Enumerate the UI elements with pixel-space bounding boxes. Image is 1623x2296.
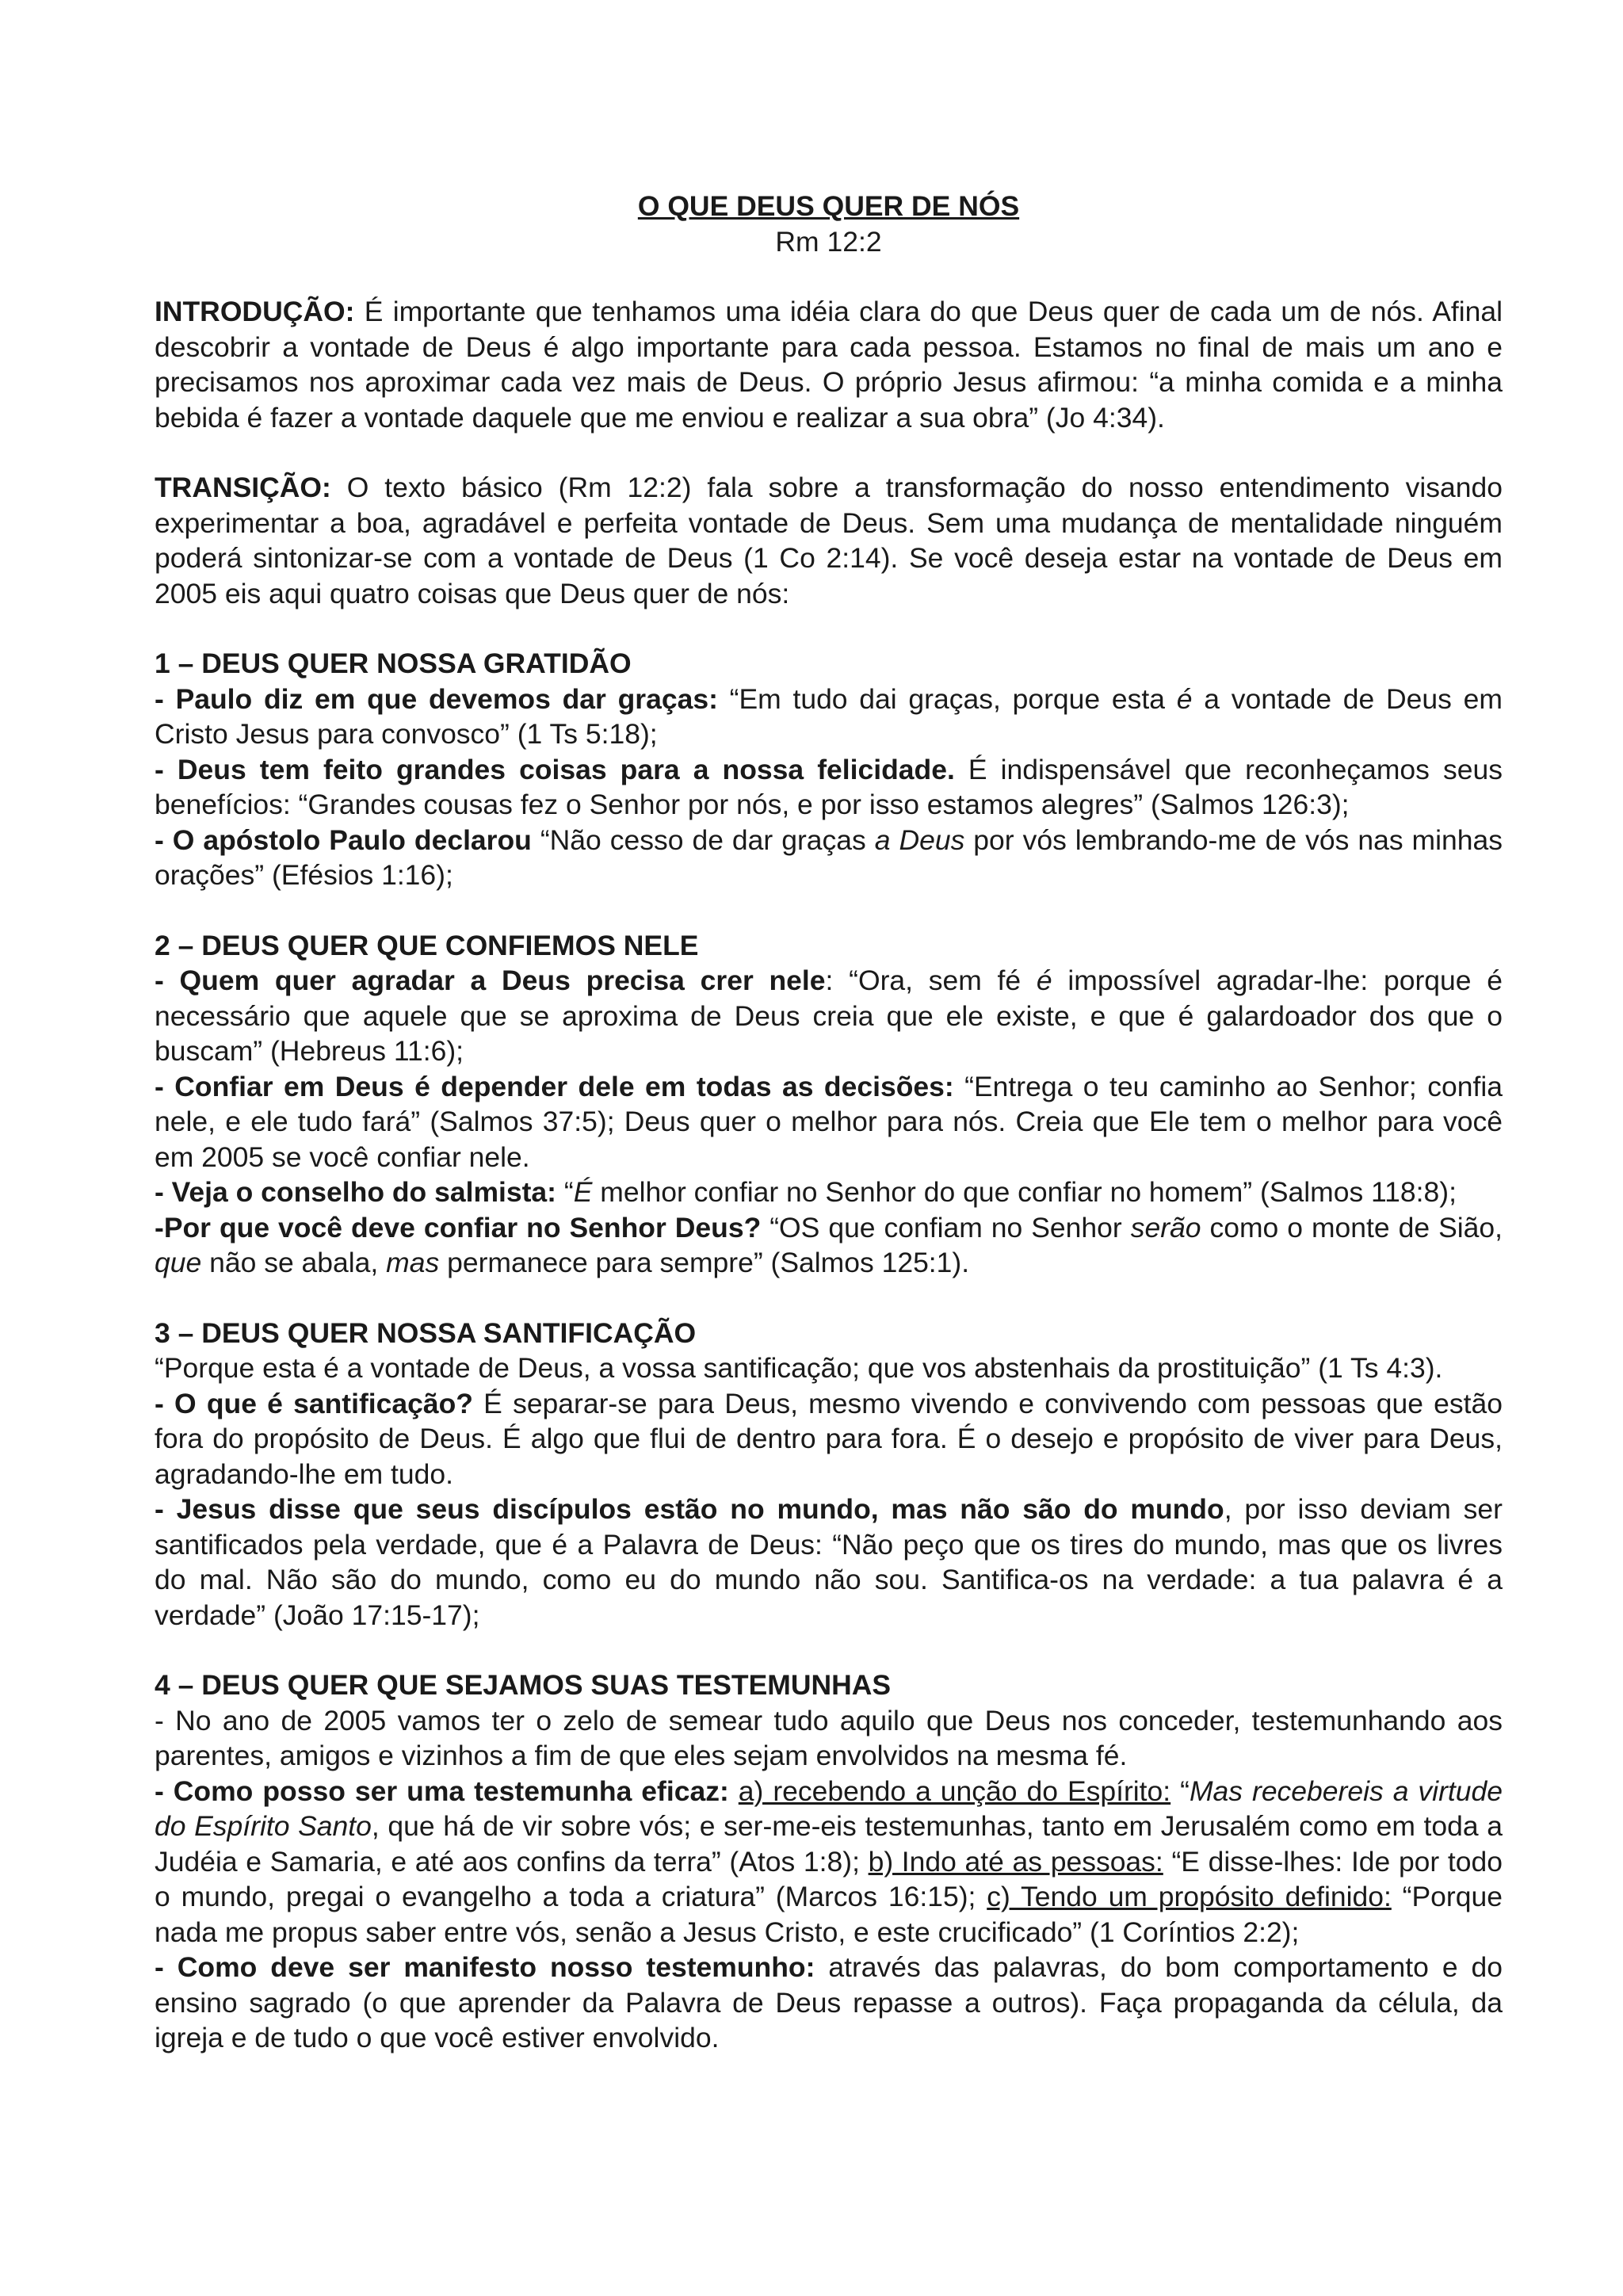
transition-paragraph: TRANSIÇÃO: O texto básico (Rm 12:2) fala sobre a transformação do nosso entendimento visando experimentar a boa, agradável e perfeita vontade de Deus. Sem uma mudança de mentalidade ninguém poderá sintonizar-se com a vontade de Deus (1 Co 2:14). Se você deseja estar na vontade de Deus em 2005 eis aqui quatro coisas que Deus quer de nós: xyxy=(155,472,1503,609)
section-3-point-1: - O que é santificação? É separar-se para Deus, mesmo vivendo e convivendo com pessoas que estão fora do propósito de Deus. É algo que flui de dentro para fora. É o desejo e propósito de viver para Deus, agradando-lhe em tudo. xyxy=(155,1387,1503,1490)
section-2-point-3: - Veja o conselho do salmista: “É melhor confiar no Senhor do que confiar no homem” (Salmos 118:8); xyxy=(155,1176,1457,1208)
section-4-point-1: - Como posso ser uma testemunha eficaz: a) recebendo a unção do Espírito: “Mas recebereis a virtude do Espírito Santo, que há de vir sobre vós; e ser-me-eis testemunhas, tanto em Jerusalém como em toda a Judéia e Samaria, e até aos confins da terra” (Atos 1:8); b) Indo até as pessoas: “E disse-lhes: Ide por todo o mundo, pregai o evangelho a toda a criatura” (Marcos 16:15); c) Tendo um propósito definido: “Porque nada me propus saber entre vós, senão a Jesus Cristo, e este crucificado” (1 Coríntios 2:2); xyxy=(155,1775,1503,1948)
section-1-heading: 1 – DEUS QUER NOSSA GRATIDÃO xyxy=(155,648,632,679)
section-2-heading: 2 – DEUS QUER QUE CONFIEMOS NELE xyxy=(155,929,699,961)
section-3-heading: 3 – DEUS QUER NOSSA SANTIFICAÇÃO xyxy=(155,1316,697,1349)
transition-label: TRANSIÇÃO: xyxy=(155,472,331,503)
section-2-point-4: -Por que você deve confiar no Senhor Deus? “OS que confiam no Senhor serão como o monte de Sião, que não se abala, mas permanece para sempre” (Salmos 125:1). xyxy=(155,1211,1503,1278)
section-4-heading: 4 – DEUS QUER QUE SEJAMOS SUAS TESTEMUNHAS xyxy=(155,1669,892,1701)
section-3-verse: “Porque esta é a vontade de Deus, a vossa santificação; que vos abstenhais da prostituição” (1 Ts 4:3). xyxy=(155,1352,1443,1384)
section-3-point-2: - Jesus disse que seus discípulos estão no mundo, mas não são do mundo, por isso deviam ser santificados pela verdade, que é a Palavra de Deus: “Não peço que os tires do mundo, mas que os livres do mal. Não são do mundo, como eu do mundo não sou. Santifica-os na verdade: a tua palavra é a verdade” (João 17:15-17); xyxy=(155,1493,1503,1631)
section-2-point-1: - Quem quer agradar a Deus precisa crer nele: “Ora, sem fé é impossível agradar-lhe: porque é necessário que aquele que se aproxima de Deus creia que ele existe, e que é galardoador dos que o buscam” (Hebreus 11:6); xyxy=(155,965,1503,1067)
document-subtitle: Rm 12:2 xyxy=(775,225,882,258)
introduction-label: INTRODUÇÃO: xyxy=(155,296,355,327)
introduction-paragraph: INTRODUÇÃO: É importante que tenhamos uma idéia clara do que Deus quer de cada um de nós. Afinal descobrir a vontade de Deus é algo importante para cada pessoa. Estamos no final de mais um ano e precisamos nos aproximar cada vez mais de Deus. O próprio Jesus afirmou: “a minha comida e a minha bebida é fazer a vontade daquele que me enviou e realizar a sua obra” (Jo 4:34). xyxy=(155,296,1503,434)
document-title: O QUE DEUS QUER DE NÓS xyxy=(637,190,1020,222)
section-1-point-1: - Paulo diz em que devemos dar graças: “Em tudo dai graças, porque esta é a vontade de Deus em Cristo Jesus para convosco” (1 Ts 5:18); xyxy=(155,682,1503,750)
section-1-point-2: - Deus tem feito grandes coisas para a nossa felicidade. É indispensável que reconheçamos seus benefícios: “Grandes cousas fez o Senhor por nós, e por isso estamos alegres” (Salmos 126:3); xyxy=(155,753,1503,820)
section-4-point-2: - Como deve ser manifesto nosso testemunho: através das palavras, do bom comportamento e do ensino sagrado (o que aprender da Palavra de Deus repasse a outros). Faça propaganda da célula, da igreja e de tudo o que você estiver envolvido. xyxy=(155,1951,1503,2053)
section-2-point-2: - Confiar em Deus é depender dele em todas as decisões: “Entrega o teu caminho ao Senhor; confia nele, e ele tudo fará” (Salmos 37:5); Deus quer o melhor para nós. Creia que Ele tem o melhor para você em 2005 se você confiar nele. xyxy=(155,1070,1503,1173)
section-1-point-3: - O apóstolo Paulo declarou “Não cesso de dar graças a Deus por vós lembrando-me de vós nas minhas orações” (Efésios 1:16); xyxy=(155,823,1503,891)
section-4-intro: - No ano de 2005 vamos ter o zelo de semear tudo aquilo que Deus nos conceder, testemunhando aos parentes, amigos e vizinhos a fim de que eles sejam envolvidos na mesma fé. xyxy=(155,1704,1503,1771)
